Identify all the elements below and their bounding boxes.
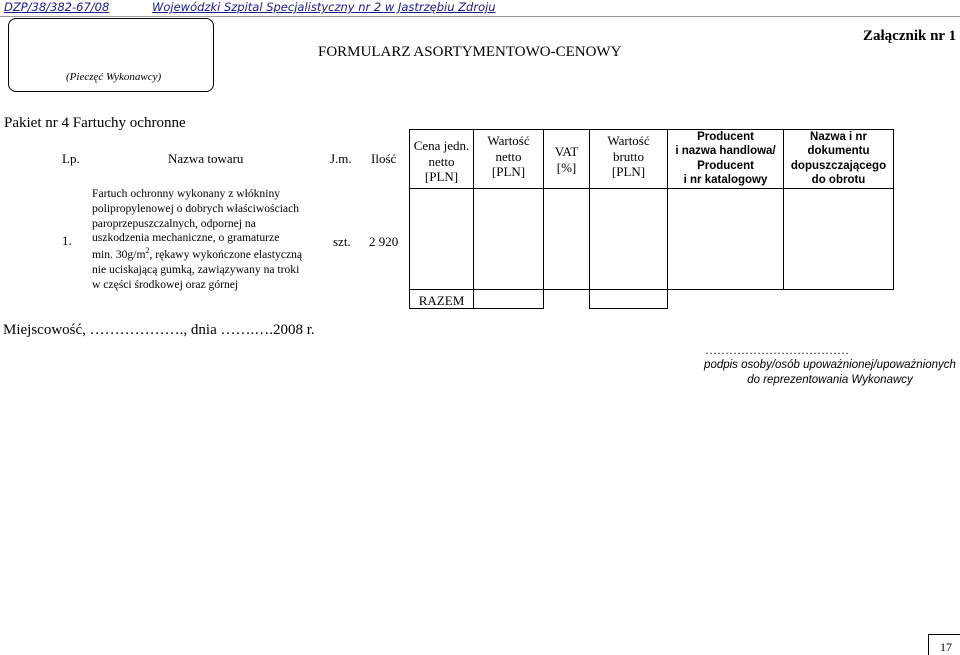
description-line: polipropylenowej o dobrych właściwościach bbox=[92, 201, 300, 215]
producer-h4: i nr katalogowy bbox=[683, 174, 768, 187]
producer-h2: i nazwa handlowa/ bbox=[675, 145, 776, 158]
producer-cell bbox=[667, 188, 784, 290]
gross-value-h3: [PLN] bbox=[611, 164, 646, 180]
vat-h1: VAT bbox=[554, 144, 579, 159]
col-header-unit-price bbox=[409, 129, 474, 189]
document-h3: dopuszczającego bbox=[790, 159, 887, 172]
description-line: paroprzepuszczalnych, odpornej na bbox=[92, 216, 256, 230]
unit-price-h2: netto bbox=[428, 153, 455, 169]
document-h4: do obrotu bbox=[811, 174, 866, 187]
signature-line-2: do reprezentowania Wykonawcy bbox=[747, 373, 913, 386]
header-divider bbox=[0, 16, 960, 17]
col-header-qty: Ilość bbox=[371, 151, 397, 166]
col-header-name: Nazwa towaru bbox=[168, 151, 244, 166]
description-line bbox=[92, 246, 332, 263]
description-gsm-rest: , rękawy wykończone elastyczną bbox=[149, 248, 303, 262]
unit-price-cell bbox=[409, 188, 474, 290]
col-header-gross-value bbox=[589, 129, 668, 189]
net-value-h2: netto bbox=[495, 148, 522, 164]
signature-line-1: podpis osoby/osób upoważnionej/upoważnionych bbox=[704, 359, 956, 371]
unit-price-h1: Cena jedn. bbox=[413, 138, 470, 153]
stamp-label: (Pieczęć Wykonawcy) bbox=[66, 71, 162, 83]
total-label: RAZEM bbox=[418, 293, 465, 308]
description-line: Fartuch ochronny wykonany z włókniny bbox=[92, 187, 281, 200]
col-header-lp: Lp. bbox=[62, 151, 80, 166]
unit-price-h3: [PLN] bbox=[424, 169, 459, 185]
description-line: nie uciskającą gumką, zawiązywany na troki bbox=[92, 263, 300, 276]
document-h1: Nazwa i nr bbox=[810, 131, 867, 143]
col-header-net-value bbox=[473, 129, 544, 189]
package-title: Pakiet nr 4 Fartuchy ochronne bbox=[4, 115, 186, 131]
col-header-producer bbox=[667, 129, 784, 189]
row-unit: szt. bbox=[333, 234, 351, 249]
description-gsm: min. 30g/m bbox=[92, 248, 146, 262]
gross-value-cell bbox=[589, 188, 668, 290]
row-lp: 1. bbox=[62, 233, 72, 248]
place-date-line: Miejscowość, ………………., dnia …….….2008 r. bbox=[3, 322, 315, 338]
col-header-document bbox=[783, 129, 894, 189]
net-value-h1: Wartość bbox=[487, 133, 530, 148]
document-h2: dokumentu bbox=[807, 145, 870, 158]
form-title: FORMULARZ ASORTYMENTOWO-CENOWY bbox=[318, 44, 622, 60]
net-value-total-cell bbox=[473, 289, 544, 309]
net-value-cell bbox=[473, 188, 544, 290]
producer-h1: Producent bbox=[697, 131, 754, 143]
col-header-vat bbox=[543, 129, 590, 189]
total-label-cell bbox=[409, 289, 474, 309]
signature-caption bbox=[700, 358, 960, 388]
gross-value-h2: brutto bbox=[612, 148, 645, 164]
signature-dots: ……………………………… bbox=[705, 343, 849, 357]
page-number: 17 bbox=[940, 640, 952, 654]
row-description bbox=[92, 187, 332, 293]
document-reference: DZP/38/382-67/08 bbox=[4, 0, 110, 14]
attachment-label: Załącznik nr 1 bbox=[863, 28, 957, 44]
net-value-h3: [PLN] bbox=[491, 164, 526, 180]
gross-value-h1: Wartość bbox=[607, 133, 650, 148]
vat-h2: [%] bbox=[556, 159, 577, 175]
vat-cell bbox=[543, 188, 590, 290]
document-cell bbox=[783, 188, 894, 290]
description-gsm-sup: 2 bbox=[145, 246, 150, 256]
row-qty: 2 920 bbox=[369, 234, 399, 249]
description-line: uszkodzenia mechaniczne, o gramaturze bbox=[92, 231, 280, 245]
col-header-unit: J.m. bbox=[330, 151, 352, 166]
producer-h3: Producent bbox=[697, 159, 754, 172]
description-line: w części środkowej oraz górnej bbox=[92, 277, 239, 291]
gross-value-total-cell bbox=[589, 289, 668, 309]
hospital-name: Wojewódzki Szpital Specjalistyczny nr 2 w Jastrzębiu Zdroju bbox=[152, 0, 496, 14]
